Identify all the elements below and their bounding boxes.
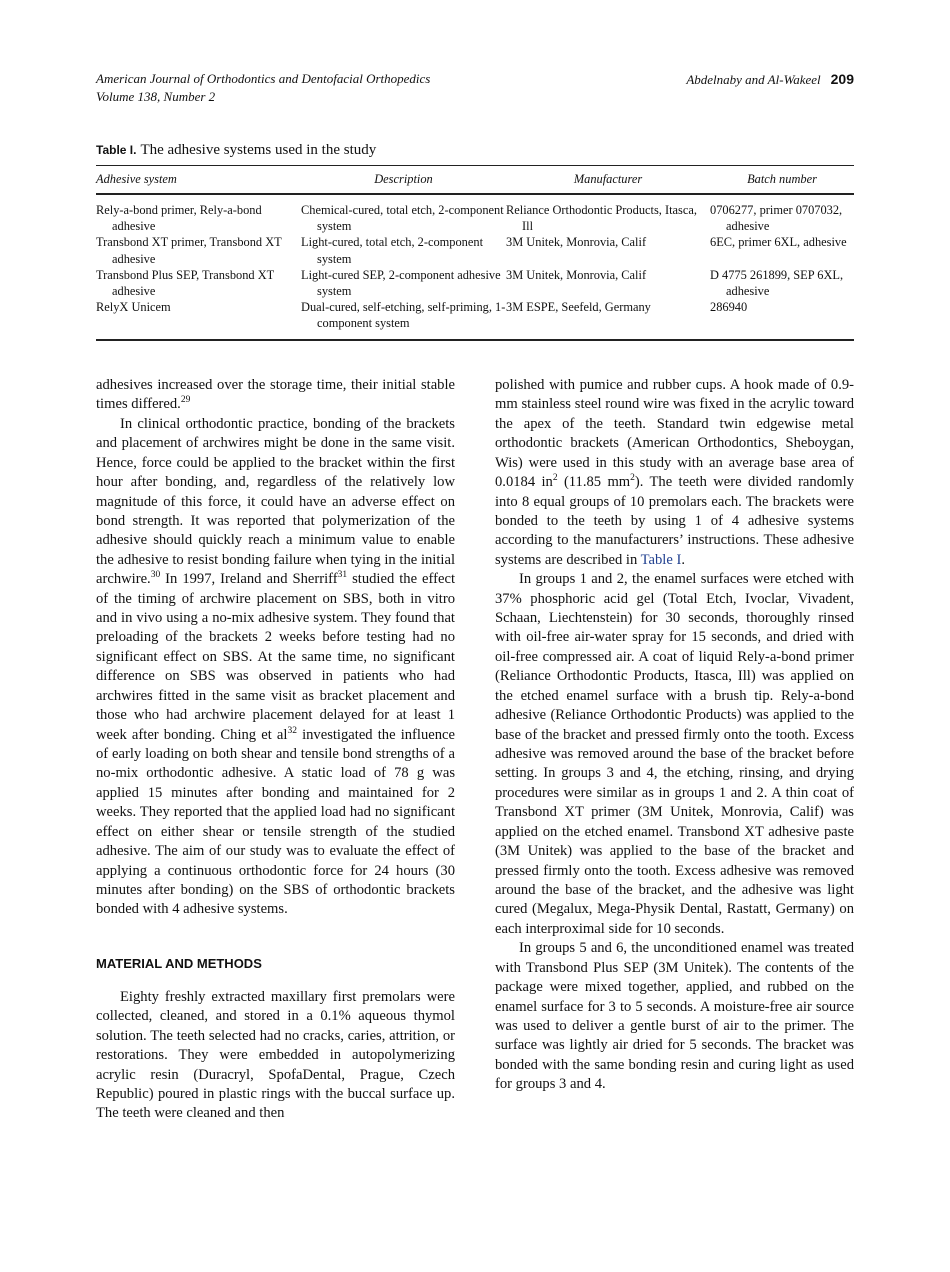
table-row [96,194,854,234]
text-run: polished with pumice and rubber cups. A hook made of 0.9-mm stainless steel round wire was fixed in the acrylic toward the apex of the teeth. Standard twin edgewise metal orthodontic brackets (American Orthodontics, Sheboygan, Wis) were used in this study with an average base area of 0.0184 in [495,377,854,491]
cell-text: Chemical-cured, total etch, 2-component system [301,203,504,234]
citation-superscript: 30 [150,570,161,581]
text-run: In 1997, Ireland and Sherriff [160,571,338,588]
body-paragraph [495,570,854,939]
text-run: In groups 5 and 6, the unconditioned enamel was treated with Transbond Plus SEP (3M Unitek). The contents of the package were mixed together, applied, and rubbed on the enamel surface for 3 to 5 seconds. A moisture-free air source was used to deliver a gentle burst of air to the primer. The surface was lightly air dried for 5 seconds. The bracket was bonded with the same bonding resin and curing light as used for groups 3 and 4. [495,940,854,1093]
page-number: 209 [830,71,854,87]
text-run: . [681,551,686,568]
column-header: Batch number [747,172,817,187]
cell-text: D 4775 261899, SEP 6XL, adhesive [710,267,844,299]
table-cell [301,299,506,339]
table-reference-link[interactable]: Table I [640,551,682,568]
cell-text: Transbond Plus SEP, Transbond XT adhesive [96,267,274,299]
cell-text: 3M Unitek, Monrovia, Calif [506,267,647,282]
table-cell [301,234,506,266]
text-run: Eighty freshly extracted maxillary first premolars were collected, cleaned, and stored in a 0.1% aqueous thymol solution. The teeth selected had no cracks, caries, attrition, or restorations. They were embedded in autopolymerizing acrylic resin (Duracryl, SpofaDental, Prague, Czech Republic) poured in plastic rings with the buccal surface up. The teeth were cleaned and then [96,988,455,1122]
table-cell [301,267,506,299]
citation-superscript: 31 [337,570,348,581]
table-cell [506,194,710,234]
cell-text: 3M Unitek, Monrovia, Calif [506,235,647,250]
column-header: Adhesive system [96,172,177,187]
table-row [96,299,854,339]
journal-title: American Journal of Orthodontics and Dentofacial Orthopedics [96,71,431,86]
cell-text: 6EC, primer 6XL, adhesive [710,235,847,250]
cell-text: Transbond XT primer, Transbond XT adhesive [96,235,282,266]
table-cell [710,194,854,234]
running-header-left [96,70,430,106]
cell-text: Dual-cured, self-etching, self-priming, 1-component system [301,300,506,331]
table-label: Table I. [96,143,137,157]
table-cell [710,299,854,339]
cell-text: Rely-a-bond primer, Rely-a-bond adhesive [96,203,262,234]
authors: Abdelnaby and Al-Wakeel [686,72,821,87]
table-cell [301,194,506,234]
citation-superscript: 29 [180,395,191,406]
right-text-column [495,376,854,1095]
body-paragraph [96,988,455,1124]
text-run: (11.85 mm [557,474,631,491]
left-text-column [96,376,455,1124]
table-cell [506,267,710,299]
cell-text: RelyX Unicem [96,300,171,315]
text-run: studied the effect of the timing of archwire placement on SBS, both in vitro and in vivo using a no-mix adhesive system. They found that preloading of the brackets 2 weeks before testing had no significant effect on SBS. At the same time, no significant difference on SBS was observed in patients who had archwires fitted in the same visit as bracket placement and those who had archwire placement delayed for at least 1 week after bonding. Ching et al [96,571,456,743]
table-header-row [96,166,854,195]
table-caption-text: The adhesive systems used in the study [140,142,377,158]
table-cell [96,267,301,299]
table-cell [506,234,710,266]
cell-text: Light-cured SEP, 2-component adhesive system [301,267,501,299]
table-row [96,267,854,299]
running-header-right [686,70,854,89]
table-cell [506,299,710,339]
table-cell [710,267,854,299]
table-cell [710,234,854,266]
table-cell [96,299,301,339]
cell-text: 286940 [710,300,748,315]
text-run: investigated the influence of early loading on both shear and tensile bond strengths of a no-mix orthodontic adhesive. A static load of 78 g was applied 15 minutes after bonding and maintained for 2 weeks. They reported that the applied load had no significant effect on either shear or tensile strength of the studied adhesive. The aim of our study was to evaluate the effect of applying a continuous orthodontic force for 24 hours (30 minutes after bonding) on the SBS of orthodontic brackets bonded with 4 adhesive systems. [96,726,455,918]
adhesive-systems-table [96,165,854,341]
column-header: Manufacturer [573,172,643,187]
table-caption [96,142,376,159]
text-run: ). The teeth were divided randomly into 8 equal groups of 10 premolars each. The brackets were bonded to the teeth by using 1 of 4 adhesive systems according to the manufacturers’ instructions. These adhesive systems are described in [495,474,854,568]
citation-superscript: 2 [630,473,635,484]
volume-info: Volume 138, Number 2 [96,89,216,104]
body-paragraph [495,939,854,1094]
text-run: In groups 1 and 2, the enamel surfaces were etched with 37% phosphoric acid gel (Total Etch, Ivoclar, Vivadent, Schaan, Liechtenstein) for 30 seconds, thoroughly rinsed with oil-free air-water spray for 15 seconds, and dried with oil-free compressed air. A coat of liquid Rely-a-bond primer (Reliance Orthodontic Products, Itasca, Ill) was applied on the etched enamel surface with a brush tip. Rely-a-bond adhesive (Reliance Orthodontic Products) was applied to the base of the bracket and pressed firmly onto the tooth. Excess adhesive was removed around the base of the bracket before setting. In groups 3 and 4, the etching, rinsing, and drying procedures were similar as in groups 1 and 2. A thin coat of Transbond XT primer (3M Unitek, Monrovia, Calif) was applied on the etched enamel. Transbond XT adhesive paste (3M Unitek) was applied to the base of the bracket and pressed firmly onto the tooth. Excess adhesive was removed around the base of the bracket, and the adhesive was light cured (Megalux, Mega-Physik Dental, Rastatt, Germany) on each interproximal side for 10 seconds. [495,571,854,937]
cell-text: Reliance Orthodontic Products, Itasca, Ill [506,203,697,234]
table-cell [96,194,301,234]
section-heading: MATERIAL AND METHODS [96,955,262,971]
body-paragraph [96,376,455,415]
text-run: adhesives increased over the storage time, their initial stable times differed. [96,377,455,413]
body-paragraph [495,376,854,570]
cell-text: 3M ESPE, Seefeld, Germany [506,300,651,315]
table-row [96,234,854,266]
cell-text: Light-cured, total etch, 2-component system [301,235,484,266]
cell-text: 0706277, primer 0707032, adhesive [710,203,843,234]
citation-superscript: 2 [552,473,558,484]
text-run: In clinical orthodontic practice, bonding of the brackets and placement of archwires might be done in the same visit. Hence, force could be applied to the bracket within the first hour after bonding, and, regardless of the relatively low magnitude of this force, it could have an adverse effect on bond strength. It was reported that polymerization of the adhesive should quickly reach a minimum value to enable the adhesive to resist bonding failure when tying in the initial archwire. [96,415,455,588]
citation-superscript: 32 [287,725,297,736]
column-header: Description [374,172,433,187]
body-paragraph [96,415,455,920]
table-cell [96,234,301,266]
